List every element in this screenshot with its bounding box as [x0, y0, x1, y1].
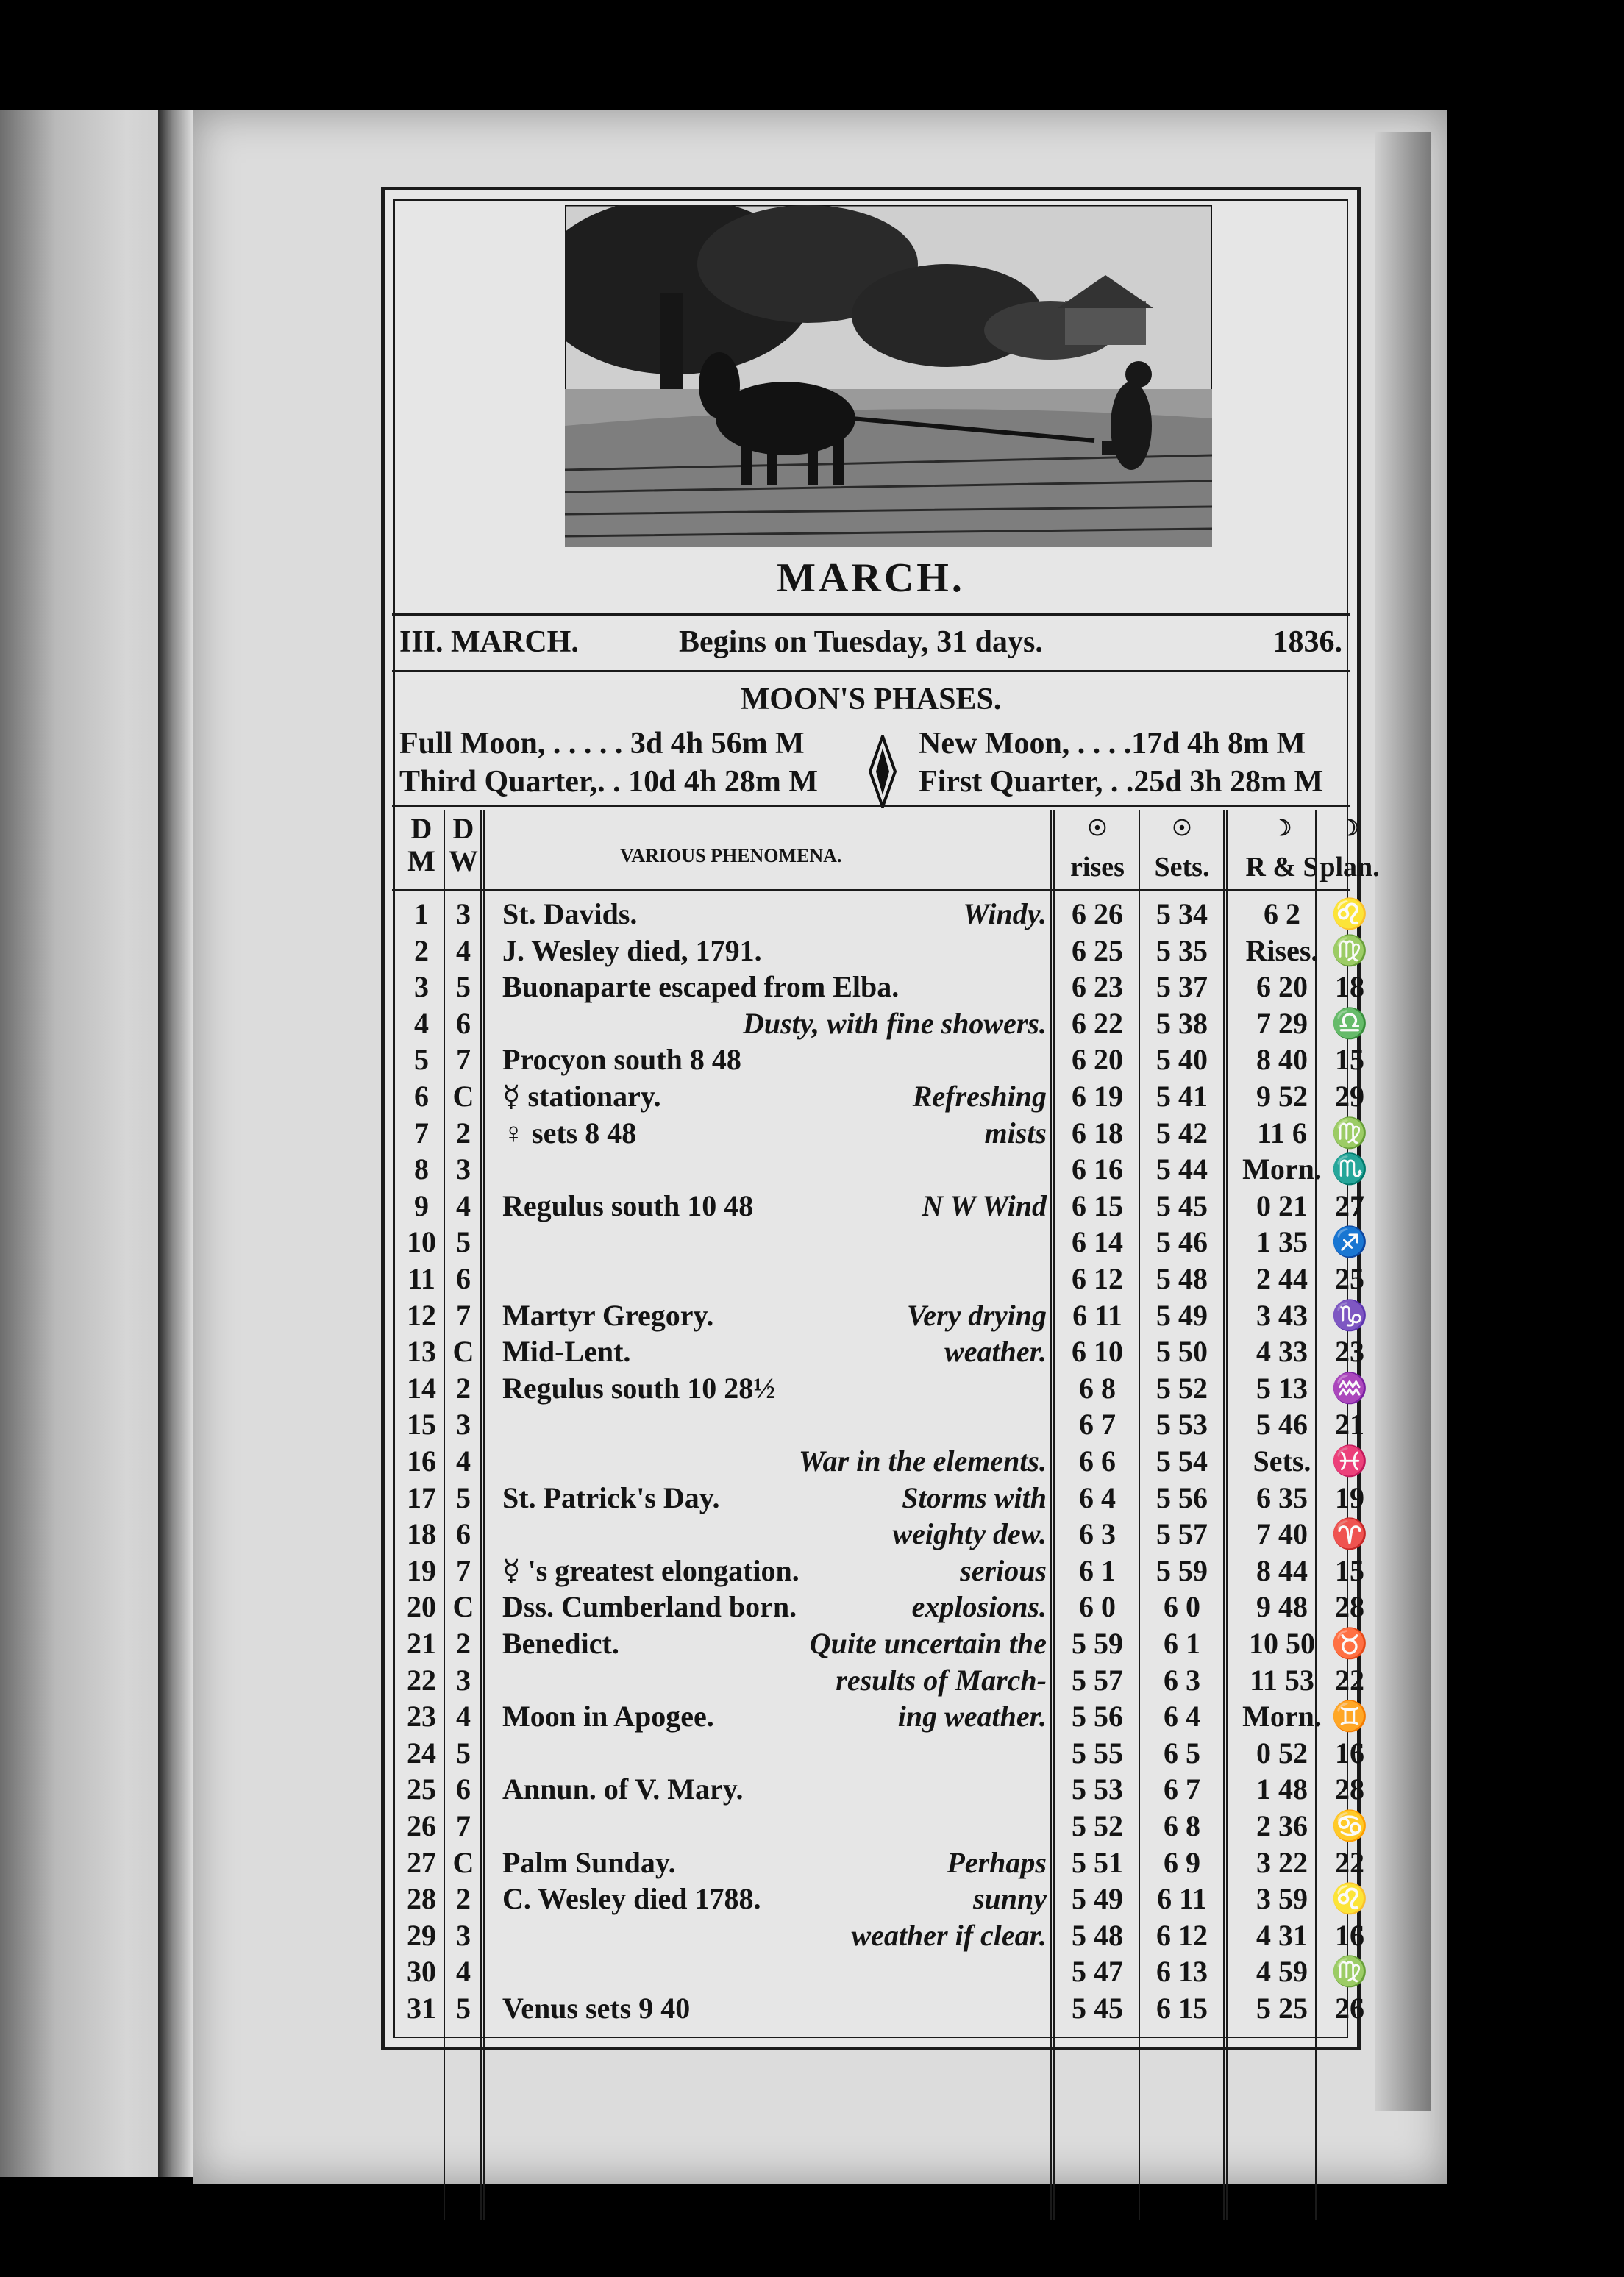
- moon-rs-header: R & S: [1245, 852, 1319, 883]
- day-of-week: 5: [456, 1225, 471, 1259]
- day-of-week: 3: [456, 1152, 471, 1186]
- ploughing-woodcut-illustration: [565, 205, 1212, 547]
- moon-rise-set: Rises.: [1245, 933, 1319, 967]
- table-row: [399, 1553, 1364, 1589]
- moon-rise-set: 1 48: [1256, 1772, 1308, 1806]
- moon-place: ♍: [1331, 1955, 1368, 1989]
- table-row: [399, 1918, 1364, 1954]
- day-of-week: 6: [456, 1772, 471, 1806]
- phenomenon: St. Davids.: [502, 897, 638, 930]
- moon-rise-set: 8 40: [1256, 1043, 1308, 1077]
- table-row: [399, 1845, 1364, 1881]
- moon-place: 28: [1335, 1772, 1364, 1806]
- phenomenon: Moon in Apogee.: [502, 1700, 714, 1733]
- sun-set-time: 6 7: [1164, 1772, 1200, 1806]
- day-of-week: 7: [456, 1298, 471, 1332]
- table-row: [399, 897, 1368, 933]
- day-of-week: 7: [456, 1553, 471, 1587]
- moon-rise-set: 9 48: [1256, 1590, 1308, 1624]
- moon-rise-set: 1 35: [1256, 1225, 1308, 1259]
- day-of-month: 12: [407, 1298, 436, 1332]
- divider-rule: [392, 613, 1350, 616]
- moon-rise-set: 3 22: [1256, 1845, 1308, 1879]
- phenomenon: ☿ stationary.: [502, 1080, 661, 1113]
- weather-note: results of March-: [836, 1663, 1047, 1697]
- day-of-week: 4: [456, 1444, 471, 1478]
- divider-rule: [392, 670, 1350, 672]
- day-of-month: 19: [407, 1553, 436, 1587]
- moon-place: 21: [1335, 1408, 1364, 1442]
- moon-rise-set: 10 50: [1249, 1627, 1315, 1660]
- header-rule: [392, 889, 1350, 891]
- moon-rise-set: Sets.: [1253, 1444, 1311, 1478]
- day-of-month: 28: [407, 1882, 436, 1916]
- table-row: [399, 1407, 1364, 1443]
- day-of-week: 5: [456, 970, 471, 1004]
- divider-rule: [392, 805, 1350, 807]
- day-of-month: 24: [407, 1736, 436, 1770]
- sun-rise-time: 6 22: [1072, 1006, 1123, 1040]
- moon-rise-set: 6 20: [1256, 970, 1308, 1004]
- sun-rise-time: 6 8: [1079, 1371, 1116, 1405]
- table-row: [399, 1626, 1368, 1662]
- table-row: [399, 1042, 1364, 1078]
- day-of-month: 10: [407, 1225, 436, 1259]
- day-of-week: 6: [456, 1262, 471, 1295]
- moon-place: 28: [1335, 1590, 1364, 1624]
- day-of-week: 4: [456, 1700, 471, 1733]
- moon-phases-title: MOON'S PHASES.: [740, 683, 1002, 716]
- month-number: III. MARCH.: [399, 625, 579, 659]
- begins-text: Begins on Tuesday, 31 days.: [679, 625, 1043, 659]
- almanac-frame: [381, 187, 1380, 2050]
- table-row: [399, 1225, 1368, 1261]
- table-row: [399, 933, 1368, 969]
- third-quarter: Third Quarter,. . 10d 4h 28m M: [399, 765, 818, 799]
- day-of-month: 21: [407, 1627, 436, 1660]
- day-of-week: 5: [456, 1480, 471, 1514]
- dm-header: D M: [407, 812, 435, 877]
- table-row: [399, 969, 1364, 1005]
- phenomenon: C. Wesley died 1788.: [502, 1882, 761, 1916]
- moon-place: 15: [1335, 1043, 1364, 1077]
- moon-rise-set: 6 2: [1264, 897, 1300, 930]
- moon-place: 25: [1335, 1262, 1364, 1295]
- moon-place: ♑: [1331, 1298, 1368, 1332]
- day-of-week: 7: [456, 1809, 471, 1842]
- moon-place: ♓: [1331, 1444, 1368, 1478]
- sun-rise-time: 6 4: [1079, 1480, 1116, 1514]
- day-of-week: 2: [456, 1882, 471, 1916]
- moon-rise-set: 8 44: [1256, 1553, 1308, 1587]
- day-of-week: 5: [456, 1736, 471, 1770]
- day-of-week: C: [452, 1845, 474, 1879]
- moon-rise-set: 3 43: [1256, 1298, 1308, 1332]
- moon-rise-set: 0 52: [1256, 1736, 1308, 1770]
- weather-note: serious: [960, 1553, 1047, 1587]
- moon-place: 15: [1335, 1553, 1364, 1587]
- sun-rise-time: 5 56: [1072, 1700, 1123, 1733]
- phenomenon: Martyr Gregory.: [502, 1298, 714, 1332]
- sun-rise-time: 6 25: [1072, 933, 1123, 967]
- table-row: [399, 1663, 1364, 1699]
- table-row: [399, 1589, 1364, 1625]
- sun-set-time: 5 49: [1156, 1298, 1208, 1332]
- phenomenon: St. Patrick's Day.: [502, 1480, 720, 1514]
- day-of-month: 8: [414, 1152, 429, 1186]
- moon-place: ♊: [1331, 1700, 1368, 1733]
- sun-set-time: 5 35: [1156, 933, 1208, 967]
- moon-place: 27: [1335, 1189, 1364, 1222]
- sun-rise-time: 6 20: [1072, 1043, 1123, 1077]
- moon-place: ♈: [1331, 1517, 1368, 1551]
- moon-icon: ☽: [1339, 816, 1360, 841]
- day-of-month: 7: [414, 1116, 429, 1150]
- first-quarter: First Quarter, . .25d 3h 28m M: [919, 765, 1324, 799]
- moon-rise-set: 3 59: [1256, 1882, 1308, 1916]
- day-of-month: 29: [407, 1918, 436, 1952]
- page-edge-shadow: [1375, 132, 1431, 2111]
- day-of-week: 7: [456, 1043, 471, 1077]
- weather-note: Storms with: [902, 1480, 1047, 1514]
- moon-rise-set: 5 46: [1256, 1408, 1308, 1442]
- day-of-month: 17: [407, 1480, 436, 1514]
- moon-place: ♋: [1331, 1809, 1368, 1842]
- sun-set-time: 5 37: [1156, 970, 1208, 1004]
- sun-rise-time: 6 1: [1079, 1553, 1116, 1587]
- moon-rise-set: 11 6: [1257, 1116, 1307, 1150]
- sun-rises-header: rises: [1070, 852, 1125, 883]
- moon-place: ♉: [1331, 1627, 1368, 1660]
- phenomenon: ☿ 's greatest elongation.: [502, 1553, 799, 1587]
- moon-rise-set: 4 33: [1256, 1335, 1308, 1369]
- phenomenon: Regulus south 10 48: [502, 1189, 754, 1222]
- table-row: [399, 1991, 1364, 2027]
- sun-sets-header: Sets.: [1154, 852, 1210, 883]
- moon-place: 29: [1335, 1080, 1364, 1113]
- moon-rise-set: 6 35: [1256, 1480, 1308, 1514]
- day-of-month: 18: [407, 1517, 436, 1551]
- table-row: [399, 1954, 1368, 1990]
- day-of-month: 16: [407, 1444, 436, 1478]
- moon-rise-set: 7 29: [1256, 1006, 1308, 1040]
- table-row: [399, 1298, 1368, 1334]
- day-of-month: 27: [407, 1845, 436, 1879]
- sun-rise-time: 6 26: [1072, 897, 1123, 930]
- sun-rise-time: 5 45: [1072, 1992, 1123, 2025]
- sun-rise-time: 6 23: [1072, 970, 1123, 1004]
- moon-rise-set: 4 31: [1256, 1918, 1308, 1952]
- weather-note: Dusty, with fine showers.: [742, 1006, 1047, 1040]
- sun-rise-time: 6 14: [1072, 1225, 1123, 1259]
- table-row: [399, 1152, 1368, 1188]
- table-row: [399, 1772, 1364, 1808]
- weather-note: weather if clear.: [851, 1918, 1047, 1952]
- sun-set-time: 6 13: [1156, 1955, 1208, 1989]
- moon-rise-set: 2 44: [1256, 1262, 1308, 1295]
- day-of-week: 6: [456, 1006, 471, 1040]
- phenomenon: ♀ sets 8 48: [502, 1116, 637, 1150]
- weather-note: weighty dew.: [892, 1517, 1047, 1551]
- moon-rise-set: 11 53: [1250, 1663, 1314, 1697]
- sun-set-time: 6 3: [1164, 1663, 1200, 1697]
- sun-rise-time: 6 3: [1079, 1517, 1116, 1551]
- weather-note: N W Wind: [922, 1189, 1047, 1222]
- phenomenon: Annun. of V. Mary.: [502, 1772, 744, 1806]
- day-of-week: 2: [456, 1116, 471, 1150]
- day-of-week: 2: [456, 1371, 471, 1405]
- sun-set-time: 6 8: [1164, 1809, 1200, 1842]
- moon-rise-set: 4 59: [1256, 1955, 1308, 1989]
- moon-place: ♎: [1331, 1006, 1368, 1040]
- weather-note: Very drying: [907, 1298, 1047, 1332]
- phenomenon: Mid-Lent.: [502, 1335, 631, 1369]
- table-row: [399, 1699, 1368, 1735]
- table-row: [399, 1261, 1364, 1297]
- day-of-week: 3: [456, 1918, 471, 1952]
- sun-set-time: 5 46: [1156, 1225, 1208, 1259]
- day-of-week: 5: [456, 1992, 471, 2025]
- moon-rise-set: Morn.: [1242, 1152, 1322, 1186]
- sun-set-time: 5 54: [1156, 1444, 1208, 1478]
- moon-place: ♐: [1331, 1225, 1368, 1259]
- sun-rise-time: 6 18: [1072, 1116, 1123, 1150]
- phenomenon: Palm Sunday.: [502, 1845, 676, 1879]
- moon-rise-set: 2 36: [1256, 1809, 1308, 1842]
- sun-set-time: 6 1: [1164, 1627, 1200, 1660]
- day-of-week: 2: [456, 1627, 471, 1660]
- day-of-month: 5: [414, 1043, 429, 1077]
- sun-rise-time: 6 11: [1072, 1298, 1122, 1332]
- day-of-month: 25: [407, 1772, 436, 1806]
- sun-set-time: 5 40: [1156, 1043, 1208, 1077]
- moon-place: 18: [1335, 970, 1364, 1004]
- day-of-month: 30: [407, 1955, 436, 1989]
- moon-rise-set: 5 25: [1256, 1992, 1308, 2025]
- phenomenon: Venus sets 9 40: [502, 1992, 691, 2025]
- day-of-month: 3: [414, 970, 429, 1004]
- weather-note: ing weather.: [897, 1700, 1047, 1733]
- day-of-month: 1: [414, 897, 429, 930]
- day-of-month: 15: [407, 1408, 436, 1442]
- sun-set-time: 5 52: [1156, 1371, 1208, 1405]
- sun-rise-time: 5 57: [1072, 1663, 1123, 1697]
- table-row: [399, 1517, 1368, 1553]
- moon-place: ♌: [1331, 897, 1368, 930]
- phenomenon: Benedict.: [502, 1627, 619, 1660]
- day-of-month: 13: [407, 1335, 436, 1369]
- sun-set-time: 6 11: [1157, 1882, 1207, 1916]
- moon-rise-set: Morn.: [1242, 1700, 1322, 1733]
- year: 1836.: [1272, 625, 1342, 659]
- weather-note: Perhaps: [947, 1845, 1047, 1879]
- sun-set-time: 5 57: [1156, 1517, 1208, 1551]
- sun-rise-time: 5 52: [1072, 1809, 1123, 1842]
- weather-note: Windy.: [963, 897, 1047, 930]
- phenomenon: Regulus south 10 28½: [502, 1371, 776, 1405]
- sun-set-time: 5 48: [1156, 1262, 1208, 1295]
- diamond-ornament-icon: [869, 735, 897, 808]
- moon-icon: ☽: [1272, 816, 1292, 841]
- sun-icon: ☉: [1172, 816, 1192, 841]
- moon-place: 22: [1335, 1663, 1364, 1697]
- sun-icon: ☉: [1087, 816, 1108, 841]
- table-row: [399, 1809, 1368, 1845]
- month-title: MARCH.: [777, 555, 965, 601]
- table-row: [399, 1334, 1364, 1370]
- sun-rise-time: 5 59: [1072, 1627, 1123, 1660]
- sun-set-time: 5 59: [1156, 1553, 1208, 1587]
- moon-place: 22: [1335, 1845, 1364, 1879]
- moon-place: ♍: [1331, 933, 1368, 967]
- sun-set-time: 5 56: [1156, 1480, 1208, 1514]
- day-of-month: 9: [414, 1189, 429, 1222]
- phenomena-header: VARIOUS PHENOMENA.: [620, 845, 842, 866]
- moon-place: 23: [1335, 1335, 1364, 1369]
- sun-set-time: 6 12: [1156, 1918, 1208, 1952]
- weather-note: weather.: [944, 1335, 1047, 1369]
- sun-rise-time: 5 53: [1072, 1772, 1123, 1806]
- sun-set-time: 6 0: [1164, 1590, 1200, 1624]
- phenomenon: Procyon south 8 48: [502, 1043, 741, 1077]
- sun-rise-time: 5 49: [1072, 1882, 1123, 1916]
- table-row: [399, 1881, 1368, 1917]
- sun-rise-time: 6 6: [1079, 1444, 1116, 1478]
- table-row: [399, 1371, 1368, 1407]
- day-of-month: 6: [414, 1080, 429, 1113]
- sun-rise-time: 6 10: [1072, 1335, 1123, 1369]
- sun-rise-time: 6 16: [1072, 1152, 1123, 1186]
- moon-place: ♒: [1331, 1371, 1368, 1405]
- table-row: [399, 1116, 1368, 1152]
- day-of-month: 26: [407, 1809, 436, 1842]
- sun-rise-time: 5 55: [1072, 1736, 1123, 1770]
- moon-rise-set: 7 40: [1256, 1517, 1308, 1551]
- sun-set-time: 5 50: [1156, 1335, 1208, 1369]
- table-row: [399, 1006, 1368, 1042]
- sun-set-time: 5 38: [1156, 1006, 1208, 1040]
- sun-set-time: 6 9: [1164, 1845, 1200, 1879]
- day-of-week: 3: [456, 1663, 471, 1697]
- table-row: [399, 1736, 1364, 1772]
- day-of-week: C: [452, 1590, 474, 1624]
- weather-note: explosions.: [911, 1590, 1047, 1624]
- full-moon: Full Moon, . . . . . 3d 4h 56m M: [399, 727, 805, 760]
- moon-plan-header: plan.: [1320, 852, 1380, 883]
- moon-place: ♍: [1331, 1116, 1368, 1150]
- table-row: [399, 1444, 1368, 1480]
- dw-header: D W: [449, 812, 478, 877]
- day-of-month: 23: [407, 1700, 436, 1733]
- table-row: [399, 1079, 1364, 1115]
- moon-rise-set: 9 52: [1256, 1080, 1308, 1113]
- weather-note: Refreshing: [912, 1080, 1047, 1113]
- day-of-month: 31: [407, 1992, 436, 2025]
- moon-place: 16: [1335, 1736, 1364, 1770]
- day-of-week: 4: [456, 1955, 471, 1989]
- sun-rise-time: 5 51: [1072, 1845, 1123, 1879]
- sun-rise-time: 5 48: [1072, 1918, 1123, 1952]
- day-of-week: 3: [456, 897, 471, 930]
- table-row: [399, 1480, 1364, 1517]
- day-of-week: C: [452, 1335, 474, 1369]
- new-moon: New Moon, . . . .17d 4h 8m M: [919, 727, 1306, 760]
- day-of-week: 3: [456, 1408, 471, 1442]
- day-of-week: 6: [456, 1517, 471, 1551]
- day-of-month: 2: [414, 933, 429, 967]
- phenomenon: Buonaparte escaped from Elba.: [502, 970, 900, 1004]
- table-row: [399, 1189, 1364, 1225]
- weather-note: War in the elements.: [798, 1444, 1047, 1478]
- sun-set-time: 5 42: [1156, 1116, 1208, 1150]
- book-gutter: [158, 110, 195, 2177]
- sun-set-time: 5 34: [1156, 897, 1208, 930]
- sun-set-time: 6 15: [1156, 1992, 1208, 2025]
- phenomenon: Dss. Cumberland born.: [502, 1590, 797, 1624]
- moon-place: 16: [1335, 1918, 1364, 1952]
- moon-place: 26: [1335, 1992, 1364, 2025]
- day-of-month: 11: [407, 1262, 435, 1295]
- weather-note: Quite uncertain the: [809, 1627, 1047, 1660]
- day-of-month: 20: [407, 1590, 436, 1624]
- day-of-week: 4: [456, 1189, 471, 1222]
- sun-rise-time: 5 47: [1072, 1955, 1123, 1989]
- day-of-month: 4: [414, 1006, 429, 1040]
- weather-note: mists: [984, 1116, 1047, 1150]
- left-page-edge: [0, 110, 158, 2177]
- sun-set-time: 5 44: [1156, 1152, 1208, 1186]
- moon-rise-set: 5 13: [1256, 1371, 1308, 1405]
- moon-place: ♌: [1331, 1882, 1368, 1916]
- day-of-month: 14: [407, 1371, 436, 1405]
- moon-place: ♏: [1331, 1152, 1368, 1186]
- sun-set-time: 6 4: [1164, 1700, 1200, 1733]
- day-of-week: C: [452, 1080, 474, 1113]
- sun-rise-time: 6 19: [1072, 1080, 1123, 1113]
- phenomenon: J. Wesley died, 1791.: [502, 933, 762, 967]
- sun-rise-time: 6 0: [1079, 1590, 1116, 1624]
- sun-set-time: 5 45: [1156, 1189, 1208, 1222]
- sun-set-time: 5 41: [1156, 1080, 1208, 1113]
- day-of-month: 22: [407, 1663, 436, 1697]
- sun-rise-time: 6 7: [1079, 1408, 1116, 1442]
- sun-set-time: 6 5: [1164, 1736, 1200, 1770]
- month-header-line: [399, 624, 1342, 666]
- moon-rise-set: 0 21: [1256, 1189, 1308, 1222]
- weather-note: sunny: [972, 1882, 1047, 1916]
- sun-rise-time: 6 12: [1072, 1262, 1123, 1295]
- moon-place: 19: [1335, 1480, 1364, 1514]
- sun-set-time: 5 53: [1156, 1408, 1208, 1442]
- day-of-week: 4: [456, 933, 471, 967]
- sun-rise-time: 6 15: [1072, 1189, 1123, 1222]
